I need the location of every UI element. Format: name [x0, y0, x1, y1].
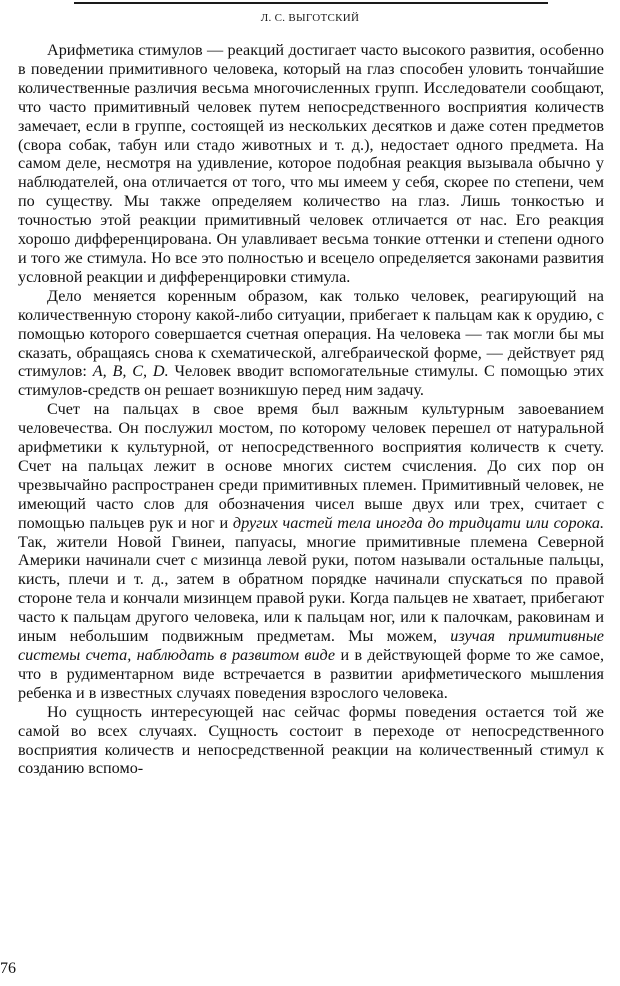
paragraph [18, 287, 604, 400]
italic-text: изучая примитивные системы счета, наблюдать в развитом виде [18, 627, 604, 664]
text-run: Дело меняется коренным образом, как только человек, реагирующий на количественную сторону какой-либо ситуации, прибегает к пальцам как к орудию, с помощью которого совершается счетная операция. На человека — так могли бы мы сказать, обращаясь снова к схематической, алгебраической форме, — действует ряд стимулов: [18, 286, 604, 381]
body-text [18, 41, 604, 778]
text-run: Но сущность интересующей нас сейчас формы поведения остается той же самой во всех случаях. Сущность состоит в переходе от непосредственного восприятия количеств и непосредственной реакции на количественный стимул к созданию вспомо- [18, 702, 604, 778]
italic-text: других частей тела иногда до тридцати или сорока. [232, 513, 604, 532]
text-run: Так, жители Новой Гвинеи, папуасы, многие примитивные племена Северной Америки начинали счет с мизинца левой руки, потом называли остальные пальцы, кисть, плечи и т. д., затем в обратном порядке начинали спускаться по правой стороне тела и кончали мизинцем правой руки. Когда пальцев не хватает, прибегают часто к пальцам другого человека, или к пальцам ног, или к палочкам, раковинам и иным небольшим подвижным предметам. Мы можем, [18, 532, 604, 646]
running-head: Л. С. ВЫГОТСКИЙ [260, 12, 360, 24]
italic-text: A, B, C, D. [92, 362, 169, 381]
text-run: Счет на пальцах в свое время был важным культурным завоеванием человечества. Он послужил мостом, по которому человек перешел от натуральной арифметики к культурной, от непосредственного восприятия количеств к счету. Счет на пальцах лежит в основе многих систем счисления. До сих пор он чрезвычайно распространен среди примитивных племен. Примитивный человек, не имеющий часто слов для обозначения чисел выше двух или трех, считает с помощью пальцев рук и ног и [18, 400, 604, 532]
paragraph [18, 703, 604, 779]
paragraph [18, 400, 604, 703]
paragraph [18, 41, 604, 287]
text-run: Арифметика стимулов — реакций достигает часто высокого развития, особенно в поведении примитивного человека, который на глаз способен уловить тончайшие количественные различия весьма многочисленных групп. Исследователи сообщают, что часто примитивный человек путем непосредственного восприятия количеств замечает, если в группе, состоящей из нескольких десятков и даже сотен предметов (свора собак, табун или стадо животных и т. д.), недостает одного предмета. На самом деле, несмотря на удивление, которое подобная реакция вызывала обычно у наблюдателей, она отличается от того, что мы имеем у себя, скорее по степени, чем по существу. Мы также определяем количество на глаз. Лишь тонкостью и точностью этой реакции примитивный человек отличается от нас. Его реакция хорошо дифференцирована. Он улавливает весьма тонкие оттенки и степени одного и того же стимула. Но все это полностью и всецело определяется законами развития условной реакции и дифференцировки стимула. [18, 41, 604, 286]
text-run: и в действующей форме то же самое, что в рудиментарном виде встречается в развитии арифметического мышления ребенка и в известных случаях поведения взрослого человека. [18, 646, 604, 702]
header-rule [74, 2, 548, 4]
page-number: 76 [0, 960, 16, 977]
text-run: Человек вводит вспомогательные стимулы. С помощью этих стимулов-средств он решает возникшую перед ним задачу. [18, 362, 604, 400]
